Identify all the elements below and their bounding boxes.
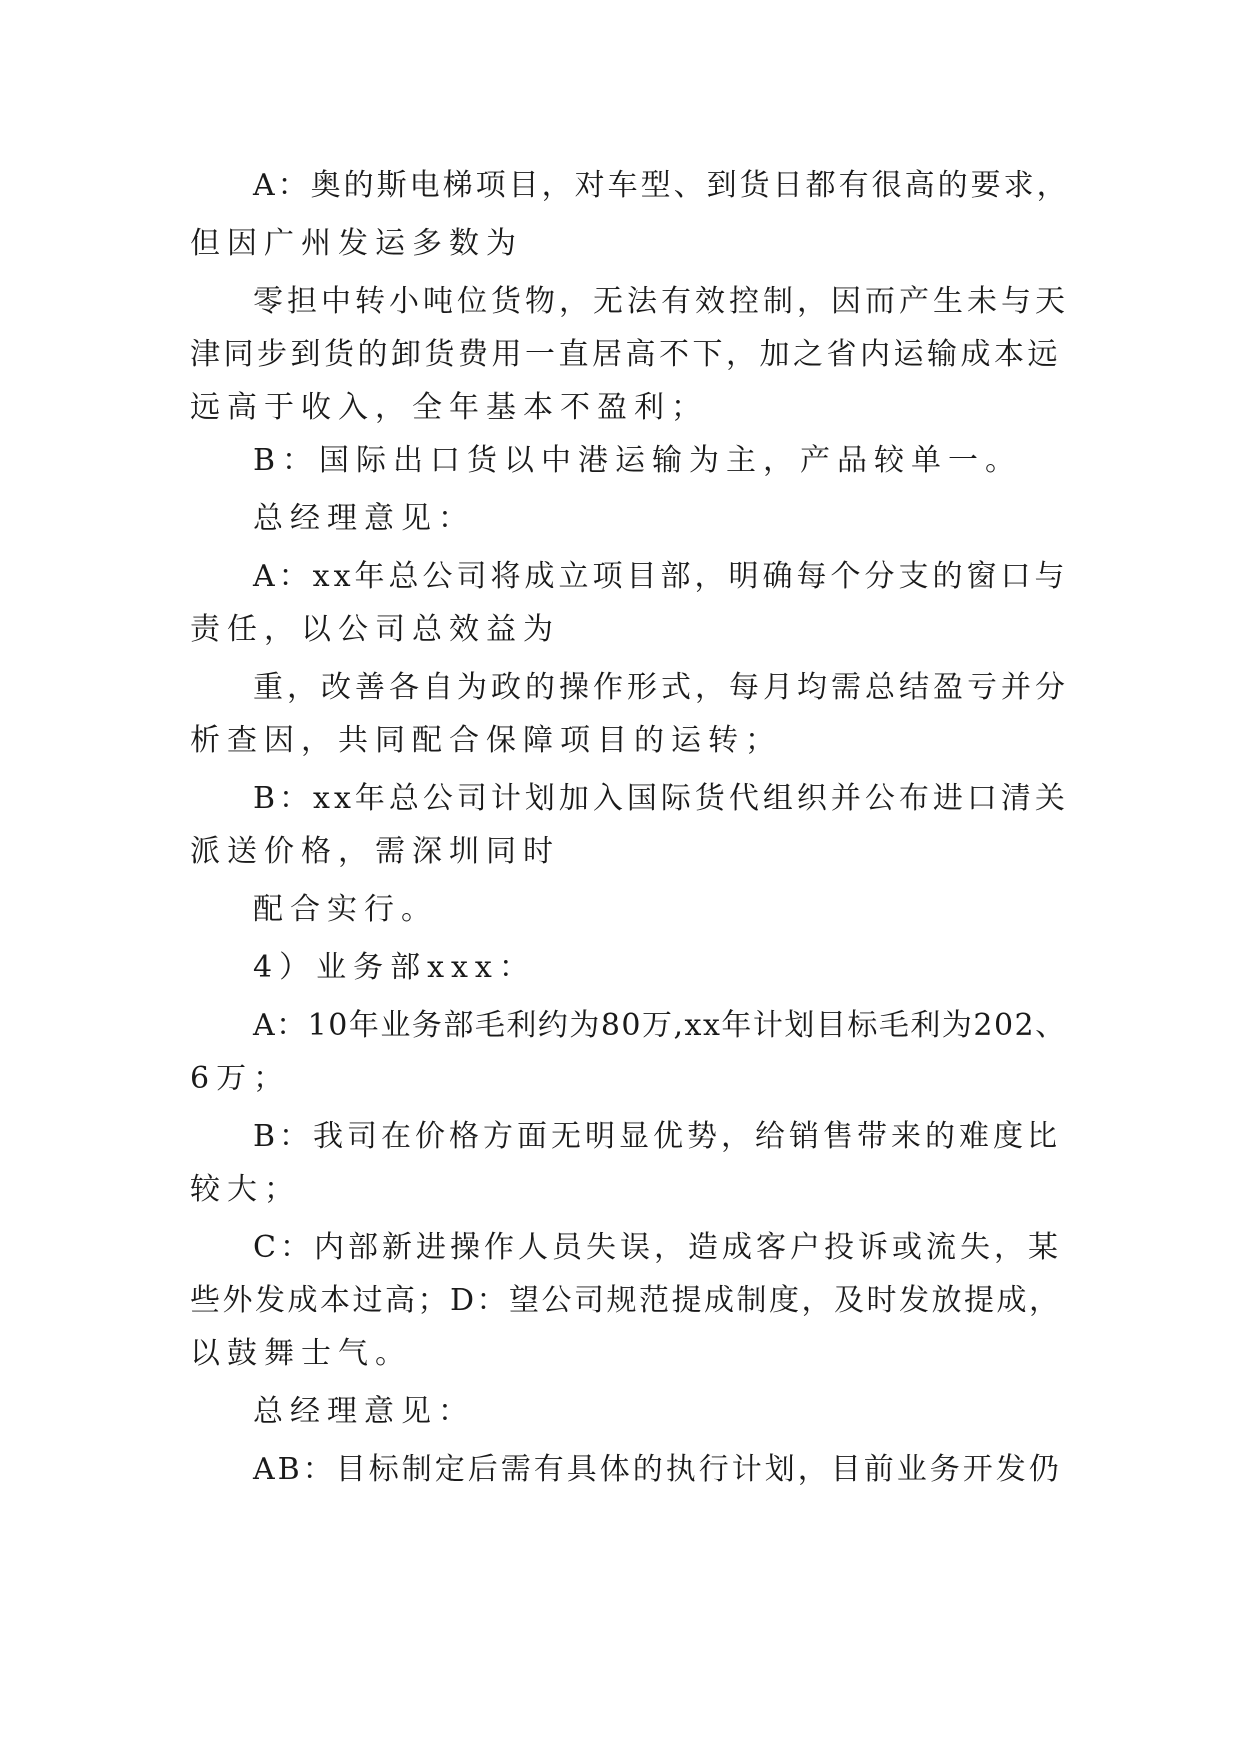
paragraph-line: 配合实行。 bbox=[253, 892, 438, 927]
paragraph-line: 零担中转小吨位货物，无法有效控制，因而产生未与天 bbox=[253, 284, 1069, 319]
section-heading: 总经理意见： bbox=[253, 1394, 475, 1429]
paragraph-line: 但因广州发运多数为 bbox=[190, 226, 523, 261]
paragraph-line: B：xx年总公司计划加入国际货代组织并公布进口清关 bbox=[253, 781, 1069, 816]
paragraph-line: 较大； bbox=[190, 1172, 301, 1207]
paragraph-line: 津同步到货的卸货费用一直居高不下，加之省内运输成本远 bbox=[190, 337, 1061, 372]
paragraph-line: A：10年业务部毛利约为80万,xx年计划目标毛利为202、 bbox=[253, 1008, 1067, 1043]
paragraph-line: 重，改善各自为政的操作形式，每月均需总结盈亏并分 bbox=[253, 670, 1069, 705]
section-heading: 总经理意见： bbox=[253, 501, 475, 536]
paragraph-line: A：奥的斯电梯项目，对车型、到货日都有很高的要求， bbox=[253, 168, 1070, 203]
paragraph-line: 派送价格，需深圳同时 bbox=[190, 834, 560, 869]
paragraph-line: 以鼓舞士气。 bbox=[190, 1336, 412, 1371]
paragraph-line: B：我司在价格方面无明显优势，给销售带来的难度比 bbox=[253, 1119, 1062, 1154]
paragraph-line: 远高于收入，全年基本不盈利； bbox=[190, 390, 708, 425]
paragraph-line: AB：目标制定后需有具体的执行计划，目前业务开发仍 bbox=[253, 1452, 1062, 1487]
paragraph-line: A：xx年总公司将成立项目部，明确每个分支的窗口与 bbox=[253, 559, 1069, 594]
paragraph-line: 责任，以公司总效益为 bbox=[190, 612, 560, 647]
paragraph-line: 些外发成本过高；D：望公司规范提成制度，及时发放提成， bbox=[190, 1283, 1062, 1318]
paragraph-line: B：国际出口货以中港运输为主，产品较单一。 bbox=[253, 443, 1023, 478]
paragraph-line: 析查因，共同配合保障项目的运转； bbox=[190, 723, 782, 758]
paragraph-line: 6万； bbox=[190, 1061, 291, 1096]
paragraph-line: C：内部新进操作人员失误，造成客户投诉或流失，某 bbox=[253, 1230, 1062, 1265]
section-heading: 4）业务部xxx： bbox=[253, 950, 536, 985]
